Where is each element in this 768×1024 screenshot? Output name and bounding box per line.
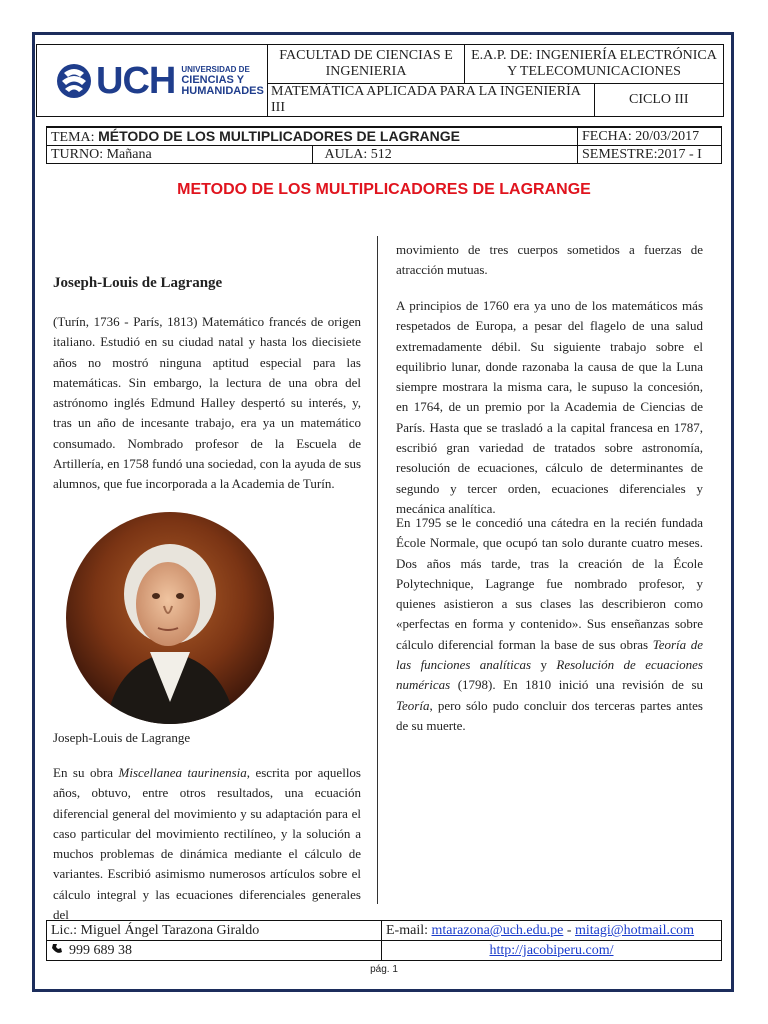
right-paragraph-2 <box>396 513 703 736</box>
bio-paragraph: (Turín, 1736 - París, 1813) Matemático francés de origen italiano. Estudió en su ciudad natal y hasta los diecisiete años no mostró ninguna aptitud especial para las matemáticas. Sin embargo, la lectura de una obra del astrónomo inglés Edmund Halley despertó su interés, y, tras un año de incesante trabajo, era ya un matemático consumado. Nombrado profesor de la Escuela de Artillería, en 1758 fundó una sociedad, con la ayuda de sus alumnos, que fue incorporada a la Academia de Turín. <box>53 314 361 492</box>
left-paragraph-1 <box>53 312 361 495</box>
eap-cell: E.A.P. DE: INGENIERÍA ELECTRÓNICA Y TELECOMUNICACIONES <box>465 45 724 84</box>
r-text-c: (1798). En 1810 inició una revisión de su <box>450 677 703 693</box>
p2-text-a: En su obra <box>53 765 119 780</box>
course-cell: MATEMÁTICA APLICADA PARA LA INGENIERÍA III <box>268 84 595 117</box>
portrait-image <box>66 512 274 724</box>
miscellanea-paragraph <box>53 763 361 925</box>
email-link-2[interactable]: mitagi@hotmail.com <box>575 923 695 938</box>
tema-cell <box>47 127 578 146</box>
fecha-cell: FECHA: 20/03/2017 <box>578 127 722 146</box>
logo-sub-line2: CIENCIAS Y <box>181 73 245 86</box>
paris-paragraph: A principios de 1760 era ya uno de los matemáticos más respetados de Europa, a pesar del flagelo de una salud extremadamente débil. Su siguiente trabajo sobre el equilibrio lunar, donde razonaba la causa de que la Luna siempre mostrara la misma cara, le supuso la concesión, en 1764, de un premio por la Academia de Ciencias de París. Hasta que se trasladó a la capital francesa en 1787, escribió gran variedad de tratados sobre astronomía, resolución de ecuaciones, cálculo de determinantes de segundo y tercer orden, ecuaciones diferenciales y mecánica analítica. <box>396 298 703 516</box>
phone-cell <box>47 941 382 961</box>
tema-label: TEMA: <box>51 129 99 145</box>
email-cell <box>382 921 722 941</box>
page-number: pág. 1 <box>370 964 398 975</box>
r-italic-1: Teoría de las funciones analíticas <box>396 636 703 673</box>
ecole-paragraph <box>396 513 703 736</box>
bio-heading: Joseph-Louis de Lagrange <box>53 275 223 291</box>
continuation-paragraph: movimiento de tres cuerpos sometidos a fuerzas de atracción mutuas. <box>396 242 703 278</box>
uch-emblem-icon <box>56 61 92 101</box>
r-italic-3: Teoría <box>396 697 430 713</box>
phone-number: 999 689 38 <box>69 943 132 958</box>
p2-italic: Miscellanea taurinensia <box>118 765 247 780</box>
header-table <box>36 44 724 117</box>
turno-cell: TURNO: Mañana <box>47 146 313 164</box>
r-text-b: y <box>531 657 557 673</box>
logo-wordmark: UCH <box>96 59 176 102</box>
website-cell <box>382 941 722 961</box>
semestre-cell: SEMESTRE:2017 - I <box>578 146 722 164</box>
left-paragraph-2 <box>53 763 361 925</box>
footer-table <box>46 920 722 961</box>
p2-text-b: , escrita por aquellos años, obtuvo, entre otros resultados, una ecuación diferencial general del movimiento y su adaptación para el caso particular del movimiento rectilíneo, y la solución a muchos problemas de dinámica mediante el cálculo de variantes. Escribió asimismo numerosos artículos sobre el cálculo integral y las ecuaciones diferenciales generales del <box>53 765 361 923</box>
logo-sub-line1: UNIVERSIDAD DE <box>181 64 250 74</box>
document-title: METODO DE LOS MULTIPLICADORES DE LAGRANGE <box>177 181 591 198</box>
email-label: E-mail: <box>386 923 432 938</box>
aula-cell: AULA: 512 <box>312 146 578 164</box>
author-cell: Lic.: Miguel Ángel Tarazona Giraldo <box>47 921 382 941</box>
logo-subtitle <box>181 65 264 97</box>
email-link-1[interactable]: mtarazona@uch.edu.pe <box>431 923 564 938</box>
email-separator: - <box>563 923 576 938</box>
info-table <box>46 126 722 164</box>
right-paragraph-0 <box>396 240 703 281</box>
logo-sub-line3: HUMANIDADES <box>181 84 264 97</box>
university-logo <box>40 51 264 111</box>
cycle-cell: CICLO III <box>594 84 724 117</box>
column-divider <box>377 236 378 904</box>
logo-cell <box>37 45 268 117</box>
phone-icon <box>51 943 63 955</box>
faculty-cell: FACULTAD DE CIENCIAS E INGENIERIA <box>268 45 465 84</box>
lagrange-portrait <box>66 512 274 724</box>
r-italic-2: Resolución de ecuaciones numéricas <box>396 657 703 693</box>
r-text-a: En 1795 se le concedió una cátedra en la recién fundada École Normale, que ocupó tan solo durante cuatro meses. Dos años más tarde, tras la creación de la École Polytechnique, Lagrange fue nombrado profesor, y quienes asistieron a sus clases las describieron como «perfectas en forma y contenido». Sus enseñanzas sobre cálculo diferencial forman la base de sus obras <box>396 515 703 652</box>
right-paragraph-1 <box>396 296 703 519</box>
tema-value: MÉTODO DE LOS MULTIPLICADORES DE LAGRANGE <box>98 127 460 144</box>
r-text-d: , pero sólo pudo concluir dos terceras partes antes de su muerte. <box>396 697 703 733</box>
website-link[interactable]: http://jacobiperu.com/ <box>489 943 614 958</box>
portrait-caption: Joseph-Louis de Lagrange <box>53 730 191 745</box>
